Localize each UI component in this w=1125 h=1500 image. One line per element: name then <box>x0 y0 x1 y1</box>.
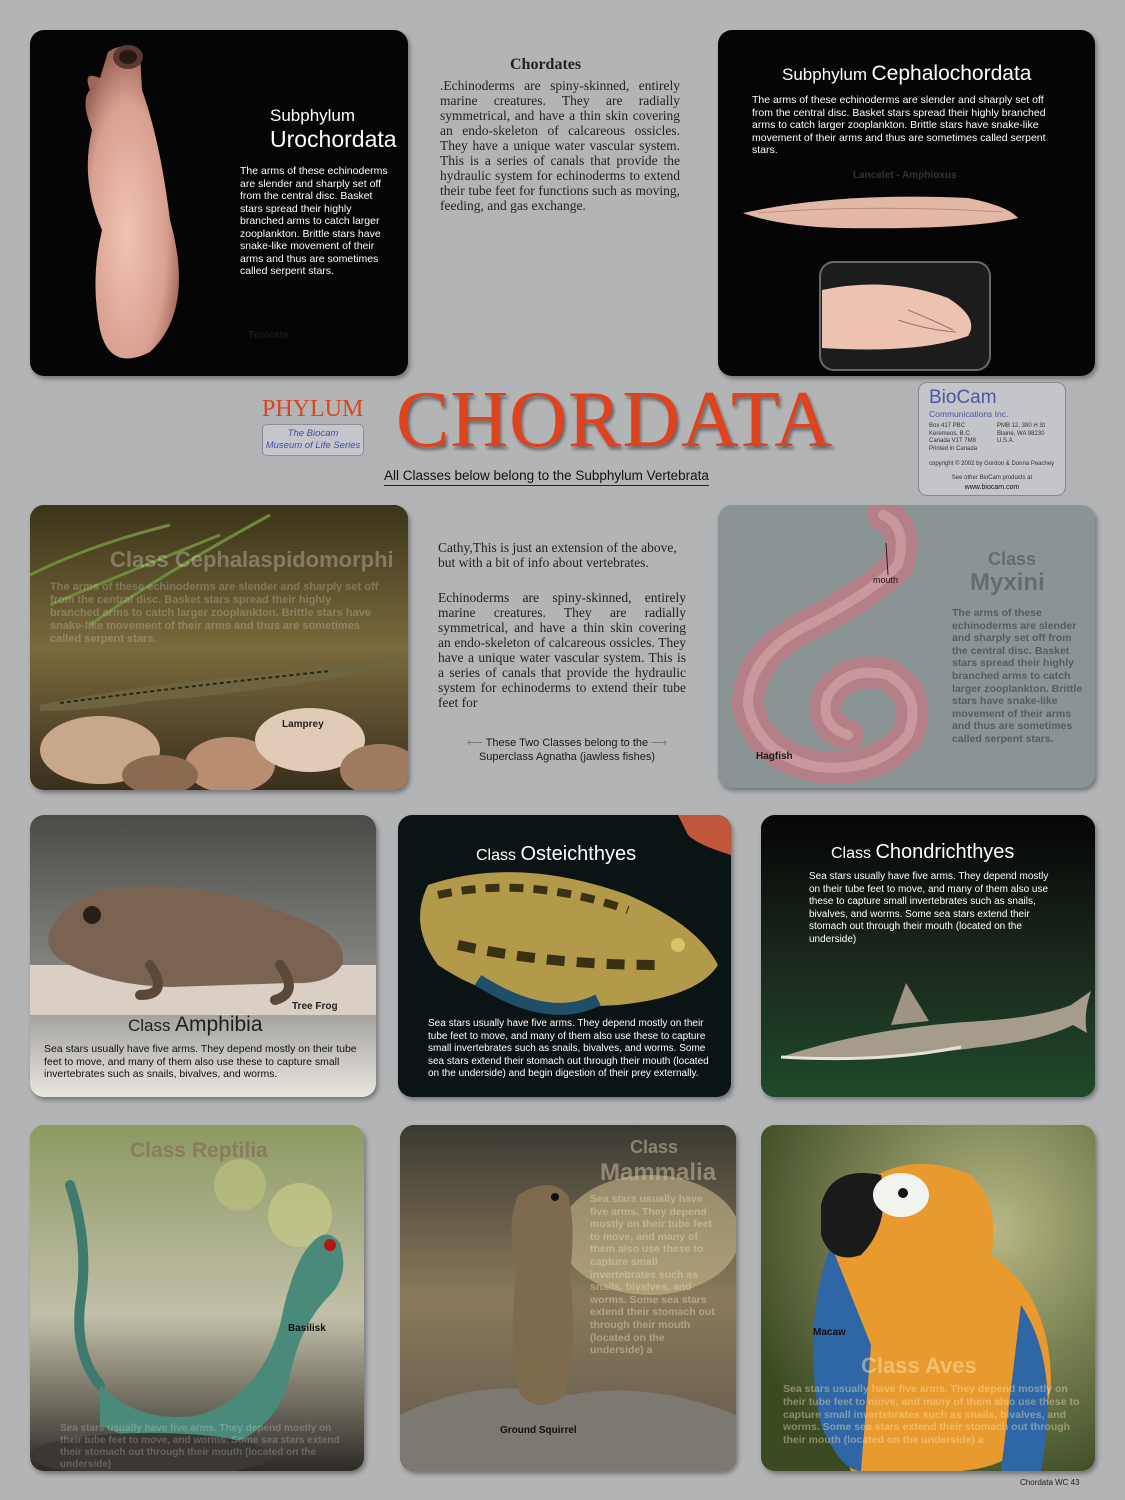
reptilia-title: Class Reptilia <box>130 1139 268 1162</box>
series-badge <box>262 424 364 456</box>
lancelet-image <box>718 180 1095 376</box>
amphibia-prefix: Class <box>128 1016 171 1035</box>
basilisk-caption: Basilisk <box>288 1323 326 1334</box>
arrow-right-icon: ⟶ <box>651 737 667 749</box>
cephalochordata-panel <box>718 30 1095 376</box>
publisher-address-right-2: Blaine, WA 98230 <box>997 430 1045 437</box>
middle-note: Cathy,This is just an extension of the above, but with a bit of info about vertebrates. <box>438 540 677 570</box>
reptilia-panel <box>30 1125 364 1471</box>
amphibia-panel <box>30 815 376 1097</box>
osteichthyes-title <box>476 843 636 866</box>
urochordata-panel <box>30 30 408 376</box>
myxini-body: The arms of these echinoderms are slender and sharply set off from the central disc. Basket stars spread their highly branched arms to catch larger zooplankton. Brittle stars have snake-like movement of their arms and thus are sometimes called serpent stars. <box>952 607 1083 745</box>
publisher-printed: Printed in Canada <box>929 445 978 452</box>
series-badge-line1: The Biocam <box>287 428 339 439</box>
macaw-caption: Macaw <box>813 1327 846 1338</box>
publisher-address-right-3: U.S.A. <box>997 438 1015 444</box>
chondrichthyes-name: Chondrichthyes <box>875 841 1015 863</box>
mammalia-prefix: Class <box>630 1137 679 1157</box>
osteichthyes-name: Osteichthyes <box>520 843 637 865</box>
hagfish-caption: Hagfish <box>756 751 793 762</box>
publisher-address-left-2: Keremeos, B.C. <box>929 430 972 437</box>
urochordata-caption: Tunicate <box>248 330 289 341</box>
cephalaspidomorphi-panel <box>30 505 408 790</box>
cephalochordata-caption: Lancelet - Amphioxus <box>853 170 957 181</box>
publisher-box <box>918 382 1066 496</box>
osteichthyes-panel <box>398 815 731 1097</box>
chondrichthyes-body: Sea stars usually have five arms. They depend mostly on their tube feet to move, and many of them also use these to capture small invertebrates such as snails, bivalves, and worms. Some sea stars extend their stomach out through their mouth (located on the underside) <box>809 871 1049 945</box>
tree-frog-caption: Tree Frog <box>292 1001 338 1012</box>
chondrichthyes-panel <box>761 815 1095 1097</box>
series-badge-line2: Museum of Life Series <box>265 440 361 451</box>
myxini-prefix: Class <box>988 549 1037 569</box>
agnatha-note <box>440 736 694 764</box>
agnatha-line2: Superclass Agnatha (jawless fishes) <box>478 751 656 763</box>
middle-body: Echinoderms are spiny-skinned, entirely marine creatures. They are radially symmetrical, and have a thin skin covering an endo-skeleton of calcareous ossicles. They have a unique water vascular system. This is a series of canals that provide the hydraulic system for echinoderms to extend their tube feet for <box>438 590 686 710</box>
myxini-name: Myxini <box>970 569 1045 596</box>
publisher-address-left-3: Canada V1T 7M8 <box>929 438 976 444</box>
cephalochordata-name: Cephalochordata <box>871 62 1032 85</box>
publisher-address-right <box>997 423 1045 446</box>
mammalia-body: Sea stars usually have five arms. They depend mostly on their tube feet to move, and many of them also use these to capture small invertebrates such as snails, bivalves, and worms. Some sea stars extend their stomach out through their mouth (located on the underside) a <box>590 1193 715 1357</box>
aves-body: Sea stars usually have five arms. They depend mostly on their tube feet to move, and many of them also use these to capture small invertebrates such as snails, bivalves, and worms. Some sea stars extend their stomach out through their mouth (located on the underside) a <box>783 1383 1080 1447</box>
urochordata-prefix: Subphylum <box>270 106 356 125</box>
ground-squirrel-caption: Ground Squirrel <box>500 1425 577 1436</box>
agnatha-line1-text: These Two Classes belong to the <box>485 737 649 749</box>
reptilia-body: Sea stars usually have five arms. They depend mostly on their tube feet to move, and worms. Some sea stars extend their stomach out through their mouth (located on the underside) <box>60 1423 340 1470</box>
cephalochordata-prefix: Subphylum <box>782 65 868 84</box>
aves-panel <box>761 1125 1095 1471</box>
cephalochordata-title <box>782 62 1031 86</box>
osteichthyes-body: Sea stars usually have five arms. They depend mostly on their tube feet to move, and many of them also use these to capture small invertebrates such as snails, bivalves, and worms. Some sea stars extend their stomach out through their mouth (located on the underside) and begin digestion of their prey externally. <box>428 1018 709 1079</box>
publisher-tagline: Communications Inc. <box>929 409 1009 419</box>
myxini-panel <box>718 505 1095 788</box>
publisher-address-right-1: PMB 12, 380 H St <box>997 423 1046 429</box>
arrow-left-icon: ⟵ <box>467 737 483 749</box>
amphibia-title <box>128 1013 263 1037</box>
amphibia-body: Sea stars usually have five arms. They depend mostly on their tube feet to move, and many of them also use these to capture small invertebrates such as snails, bivalves, and worms. <box>44 1043 357 1080</box>
publisher-copyright: copyright © 2002 by Gordon & Donna Peachey <box>929 461 1055 467</box>
myxini-mouth-label: mouth <box>873 575 899 585</box>
amphibia-name: Amphibia <box>174 1013 263 1036</box>
publisher-see-other: See other BioCam products at <box>951 475 1033 481</box>
intro-heading: Chordates <box>510 56 582 73</box>
phylum-label: PHYLUM <box>262 396 364 422</box>
cephalaspidomorphi-body: The arms of these echinoderms are slender and sharply set off from the central disc. Basket stars spread their highly branched arms to catch larger zooplankton. Brittle stars have snake-like movement of their arms and thus are sometimes called serpent stars. <box>50 581 379 645</box>
intro-body: .Echinoderms are spiny-skinned, entirely marine creatures. They are radially symmetrical, and have a thin skin covering an endo-skeleton of calcareous ossicles. They have a unique water vascular system. This is a series of canals that provide the hydraulic system for echinoderms to extend their tube feet for functions such as moving, feeding, and gas exchange. <box>440 78 680 213</box>
cephalaspidomorphi-title: Class Cephalaspidomorphi <box>110 547 394 572</box>
cephalochordata-body: The arms of these echinoderms are slender and sharply set off from the central disc. Basket stars spread their highly branched arms to catch larger zooplankton. Brittle stars have snake-like movement of their arms and thus are sometimes called serpent stars. <box>752 94 1046 156</box>
aves-title: Class Aves <box>861 1353 977 1378</box>
page-title: CHORDATA <box>396 376 834 464</box>
publisher-website[interactable]: www.biocam.com <box>964 484 1020 491</box>
chondrichthyes-prefix: Class <box>831 845 872 862</box>
lamprey-caption: Lamprey <box>282 719 324 730</box>
page-subtitle: All Classes below belong to the Subphylum Vertebrata <box>384 468 709 486</box>
urochordata-body: The arms of these echinoderms are slender and sharply set off from the central disc. Basket stars spread their highly branched arms to catch larger zooplankton. Brittle stars have snake-like movement of their arms and thus are sometimes called serpent stars. <box>240 165 388 277</box>
publisher-name: BioCam <box>929 387 997 408</box>
agnatha-line1 <box>440 736 694 750</box>
publisher-address-left <box>929 423 977 453</box>
basilisk-image <box>30 1125 364 1471</box>
osteichthyes-prefix: Class <box>476 847 517 864</box>
publisher-address-left-1: Box 417 PBC <box>929 423 966 429</box>
mammalia-panel <box>400 1125 736 1471</box>
urochordata-name: Urochordata <box>270 126 397 152</box>
footer-page-id: Chordata WC 43 <box>1020 1478 1080 1487</box>
chondrichthyes-title <box>831 841 1014 864</box>
mammalia-name: Mammalia <box>600 1159 717 1186</box>
